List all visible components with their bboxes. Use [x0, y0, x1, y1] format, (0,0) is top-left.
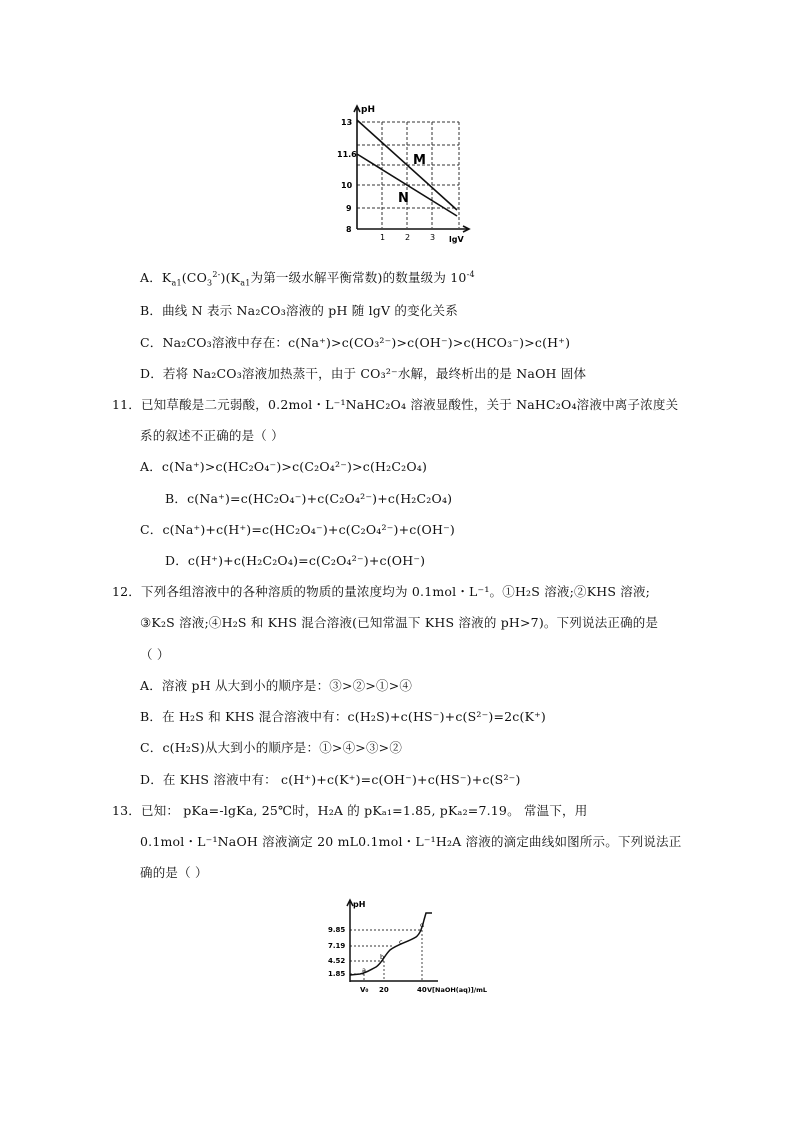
figure1-y-tick: 8: [346, 225, 352, 234]
figure2-y-tick: 7.19: [328, 942, 346, 950]
q13-stem-line1: 13．已知： pKa=-lgKa, 25℃时，H₂A 的 pKₐ₁=1.85, pKₐ₂=7.19。 常温下，用: [112, 803, 588, 818]
q13-stem-line3: 确的是（ ）: [140, 865, 208, 880]
figure-ph-lgv: [335, 98, 475, 246]
figure-titration-curve: [326, 895, 506, 1001]
point-label-a: a: [362, 966, 366, 974]
figure2-y-tick: 9.85: [328, 926, 346, 934]
figure1-y-tick: 13: [341, 118, 353, 127]
figure1-x-label: lgV: [449, 235, 464, 244]
q12-stem-line3: （ ）: [140, 647, 170, 662]
point-label-d: d: [420, 921, 425, 929]
q12-stem-line2: ③K₂S 溶液;④H₂S 和 KHS 混合溶液(已知常温下 KHS 溶液的 pH>7)。下列说法正确的是: [140, 615, 659, 630]
q11-option-a: A．c(Na⁺)>c(HC₂O₄⁻)>c(C₂O₄²⁻)>c(H₂C₂O₄): [140, 459, 428, 474]
q10-option-c: C．Na₂CO₃溶液中存在：c(Na⁺)>c(CO₃²⁻)>c(OH⁻)>c(HCO₃⁻)>c(H⁺): [140, 335, 571, 350]
q12-option-d: D．在 KHS 溶液中有： c(H⁺)+c(K⁺)=c(OH⁻)+c(HS⁻)+c(S²⁻): [140, 772, 521, 787]
figure2-x-label: V[NaOH(aq)]/mL: [427, 986, 488, 994]
q11-stem-line1: 11．已知草酸是二元弱酸，0.2mol・L⁻¹NaHC₂O₄ 溶液显酸性，关于 NaHC₂O₄溶液中离子浓度关: [112, 397, 679, 412]
q11-stem-line2: 系的叙述不正确的是（ ）: [140, 428, 284, 443]
q11-option-d: D．c(H⁺)+c(H₂C₂O₄)=c(C₂O₄²⁻)+c(OH⁻): [165, 553, 426, 568]
q12-stem-line1: 12．下列各组溶液中的各种溶质的物质的量浓度均为 0.1mol・L⁻¹。①H₂S 溶液;②KHS 溶液;: [112, 584, 651, 599]
figure1-y-tick: 9: [346, 204, 352, 213]
figure2-x-tick: V₀: [360, 986, 369, 994]
q12-option-c: C．c(H₂S)从大到小的顺序是：①>④>③>②: [140, 740, 403, 755]
figure1-y-label: pH: [361, 105, 375, 115]
q11-option-c: C．c(Na⁺)+c(H⁺)=c(HC₂O₄⁻)+c(C₂O₄²⁻)+c(OH⁻): [140, 522, 455, 537]
figure2-x-tick: 20: [379, 986, 389, 994]
q10-option-a: A．$K_{a1}(CO_3^{2-})(K_{a1}$为第一级水解平衡常数)的数量级为 $10^{-4}$: [140, 269, 475, 288]
curve-label-m: M: [413, 153, 426, 168]
figure2-y-tick: 4.52: [328, 957, 346, 965]
figure1-x-tick: 1: [380, 233, 386, 242]
q10-option-b: B．曲线 N 表示 Na₂CO₃溶液的 pH 随 lgV 的变化关系: [140, 303, 458, 318]
q12-option-a: A．溶液 pH 从大到小的顺序是：③>②>①>④: [140, 678, 413, 693]
curve-label-n: N: [398, 191, 409, 206]
figure1-x-tick: 2: [405, 233, 411, 242]
figure2-y-tick: 1.85: [328, 970, 346, 978]
figure1-y-tick: 10: [341, 181, 353, 190]
point-label-b: b: [380, 953, 385, 961]
q13-stem-line2: 0.1mol・L⁻¹NaOH 溶液滴定 20 mL0.1mol・L⁻¹H₂A 溶液的滴定曲线如图所示。下列说法正: [140, 834, 682, 849]
q11-option-b: B．c(Na⁺)=c(HC₂O₄⁻)+c(C₂O₄²⁻)+c(H₂C₂O₄): [165, 491, 453, 506]
figure2-x-tick: 40: [417, 986, 427, 994]
figure1-x-tick: 3: [430, 233, 436, 242]
figure1-y-tick: 11.6: [337, 150, 357, 159]
q10-option-d: D．若将 Na₂CO₃溶液加热蒸干，由于 CO₃²⁻水解，最终析出的是 NaOH 固体: [140, 366, 587, 381]
point-label-c: c: [399, 938, 403, 946]
figure2-y-label: pH: [353, 900, 366, 909]
q12-option-b: B．在 H₂S 和 KHS 混合溶液中有：c(H₂S)+c(HS⁻)+c(S²⁻)=2c(K⁺): [140, 709, 546, 724]
